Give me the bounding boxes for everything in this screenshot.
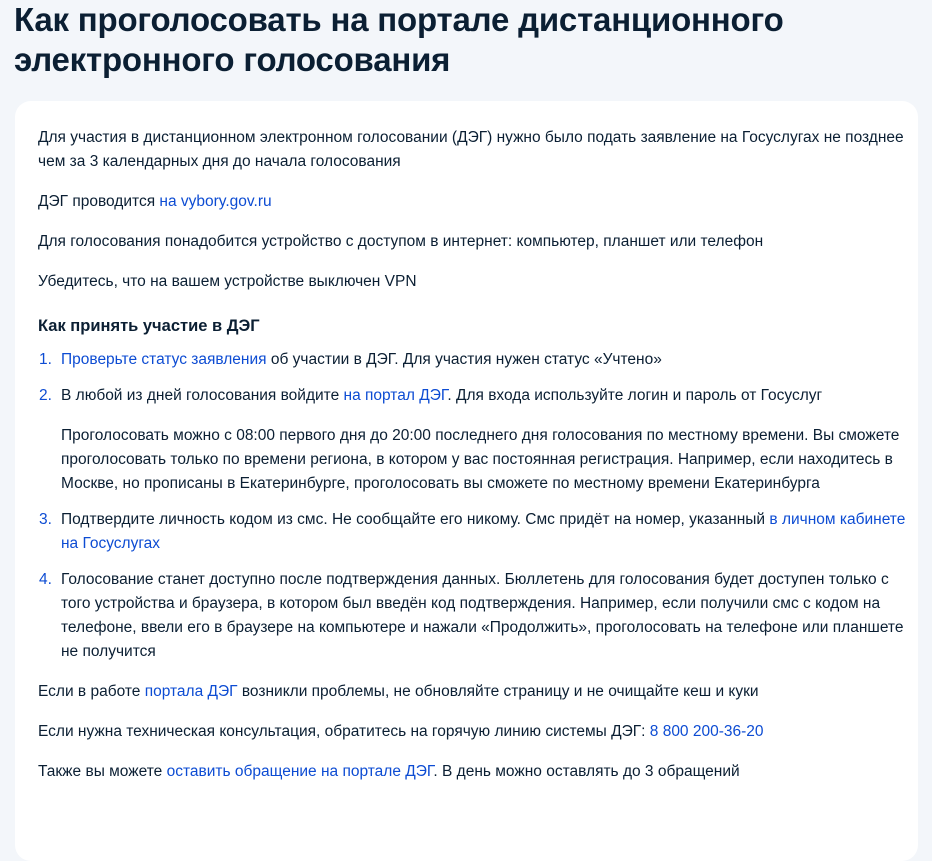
steps-list — [38, 348, 908, 664]
step-note: Проголосовать можно с 08:00 первого дня до 20:00 последнего дня голосования по местному времени. Вы сможете проголосовать только по времени региона, в котором у вас постоянная регистрация. Например, если находитесь в Москве, но прописаны в Екатеринбурге, проголосовать вы сможете по местному времени Екатеринбурга — [61, 427, 900, 492]
hotline-note — [38, 720, 908, 744]
step-text: об участии в ДЭГ. Для участия нужен статус «Учтено» — [266, 351, 662, 368]
note-text-suffix: . В день можно оставлять до 3 обращений — [433, 763, 740, 780]
step-text: Подтвердите личность кодом из смс. Не сообщайте его никому. Смс придёт на номер, указанный — [61, 511, 770, 528]
portal-problems-note — [38, 680, 908, 704]
step-text-prefix: В любой из дней голосования войдите — [61, 387, 344, 404]
page-title: Как проголосовать на портале дистанционного электронного голосования — [14, 1, 784, 78]
note-text-prefix: Если в работе — [38, 683, 145, 700]
deg-portal-link[interactable]: на портал ДЭГ — [343, 387, 448, 404]
gosuslugi-cabinet-link[interactable]: в личном кабинете на Госуслугах — [61, 511, 906, 552]
appeal-note — [38, 760, 908, 784]
step-text-suffix: . Для входа используйте логин и пароль от Госуслуг — [447, 387, 823, 404]
intro-paragraph-2-text: ДЭГ проводится — [38, 193, 160, 210]
intro-paragraph-3: Для голосования понадобится устройство с доступом в интернет: компьютер, планшет или телефон — [38, 233, 764, 250]
check-status-link[interactable]: Проверьте статус заявления — [61, 351, 267, 368]
step-item-4 — [38, 568, 908, 664]
step-number: 4. — [39, 571, 52, 588]
note-text-prefix: Также вы можете — [38, 763, 167, 780]
intro-paragraph-1: Для участия в дистанционном электронном голосовании (ДЭГ) нужно было подать заявление на Госуслугах не позднее чем за 3 календарных дня до начала голосования — [38, 129, 904, 170]
note-text-suffix: возникли проблемы, не обновляйте страницу и не очищайте кеш и куки — [237, 683, 759, 700]
step-item-1 — [38, 348, 908, 372]
step-number: 1. — [39, 351, 52, 368]
deg-portal-link-2[interactable]: портала ДЭГ — [144, 683, 238, 700]
step-item-3 — [38, 508, 908, 556]
vybory-link[interactable]: на vybory.gov.ru — [159, 193, 272, 210]
section-title: Как принять участие в ДЭГ — [38, 317, 260, 335]
intro-paragraph-2 — [38, 190, 908, 214]
intro-paragraph-4: Убедитесь, что на вашем устройстве выключен VPN — [38, 273, 417, 290]
step-item-2 — [38, 384, 908, 496]
step-number: 3. — [39, 511, 52, 528]
hotline-phone-link[interactable]: 8 800 200-36-20 — [649, 723, 764, 740]
step-text — [61, 384, 908, 408]
step-number: 2. — [39, 387, 52, 404]
note-text-prefix: Если нужна техническая консультация, обратитесь на горячую линию системы ДЭГ: — [38, 723, 650, 740]
content-body — [38, 126, 908, 800]
leave-appeal-link[interactable]: оставить обращение на портале ДЭГ — [166, 763, 434, 780]
step-text: Голосование станет доступно после подтверждения данных. Бюллетень для голосования будет доступен только с того устройства и браузера, в котором был введён код подтверждения. Например, если получили смс с кодом на телефоне, ввели его в браузере на компьютере и нажали «Продолжить», проголосовать на телефоне или планшете не получится — [61, 571, 904, 660]
